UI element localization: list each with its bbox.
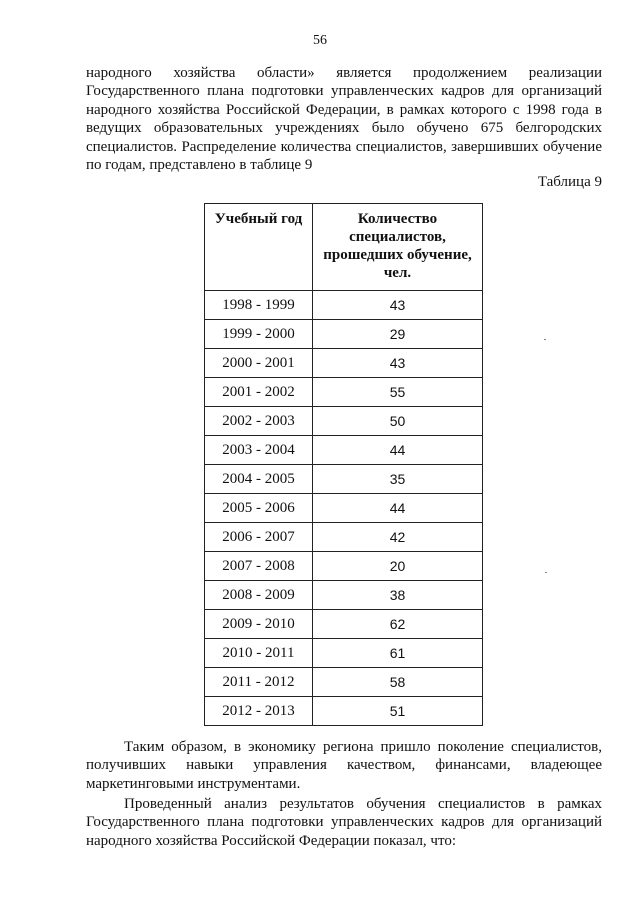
cell-academic-year: 2009 - 2010 <box>205 610 313 639</box>
table-row <box>205 291 483 320</box>
cell-academic-year: 2006 - 2007 <box>205 523 313 552</box>
cell-specialists-count: 20 <box>313 552 483 581</box>
table-row <box>205 378 483 407</box>
cell-specialists-count: 42 <box>313 523 483 552</box>
intro-paragraph: народного хозяйства области» является продолжением реализации Государственного плана подготовки управленческих кадров для организаций народного хозяйства Российской Федерации, в рамках которого с 1998 года в ведущих образовательных учреждениях было обучено 675 белгородских специалистов. Распределение количества специалистов, завершивших обучение по годам, представлено в таблице 9 <box>86 65 602 174</box>
specialists-table <box>204 203 483 726</box>
cell-specialists-count: 51 <box>313 697 483 726</box>
cell-academic-year: 2002 - 2003 <box>205 407 313 436</box>
table-row <box>205 465 483 494</box>
cell-academic-year: 2003 - 2004 <box>205 436 313 465</box>
cell-academic-year: 2005 - 2006 <box>205 494 313 523</box>
cell-specialists-count: 44 <box>313 436 483 465</box>
cell-academic-year: 2012 - 2013 <box>205 697 313 726</box>
cell-academic-year: 1998 - 1999 <box>205 291 313 320</box>
table-row <box>205 639 483 668</box>
table-header <box>205 204 483 291</box>
cell-specialists-count: 58 <box>313 668 483 697</box>
header-specialists-count: Количество специалистов, прошедших обучение, чел. <box>313 204 483 291</box>
cell-academic-year: 2007 - 2008 <box>205 552 313 581</box>
table-row <box>205 523 483 552</box>
cell-academic-year: 1999 - 2000 <box>205 320 313 349</box>
cell-specialists-count: 44 <box>313 494 483 523</box>
cell-academic-year: 2011 - 2012 <box>205 668 313 697</box>
scan-speck <box>544 339 546 340</box>
table-row <box>205 494 483 523</box>
cell-specialists-count: 43 <box>313 291 483 320</box>
cell-specialists-count: 38 <box>313 581 483 610</box>
cell-specialists-count: 35 <box>313 465 483 494</box>
scan-speck <box>545 572 547 573</box>
cell-specialists-count: 29 <box>313 320 483 349</box>
analysis-paragraph: Проведенный анализ результатов обучения специалистов в рамках Государственного плана подготовки управленческих кадров для организаций народного хозяйства Российской Федерации показал, что: <box>86 796 602 849</box>
table-row <box>205 610 483 639</box>
cell-specialists-count: 61 <box>313 639 483 668</box>
cell-academic-year: 2001 - 2002 <box>205 378 313 407</box>
table-row <box>205 407 483 436</box>
cell-specialists-count: 55 <box>313 378 483 407</box>
table-header-row <box>205 204 483 291</box>
table-row <box>205 581 483 610</box>
table-row <box>205 436 483 465</box>
cell-academic-year: 2008 - 2009 <box>205 581 313 610</box>
table-caption: Таблица 9 <box>537 174 602 190</box>
table-row <box>205 552 483 581</box>
header-academic-year: Учебный год <box>205 204 313 291</box>
cell-academic-year: 2004 - 2005 <box>205 465 313 494</box>
table-row <box>205 697 483 726</box>
table-row <box>205 349 483 378</box>
cell-specialists-count: 62 <box>313 610 483 639</box>
table-row <box>205 320 483 349</box>
cell-specialists-count: 50 <box>313 407 483 436</box>
cell-academic-year: 2010 - 2011 <box>205 639 313 668</box>
table-row <box>205 668 483 697</box>
conclusion-paragraph: Таким образом, в экономику региона пришло поколение специалистов, получивших навыки управления качеством, финансами, владеющее маркетинговыми инструментами. <box>86 739 602 792</box>
page-number: 56 <box>313 33 327 48</box>
cell-specialists-count: 43 <box>313 349 483 378</box>
table-body <box>205 291 483 726</box>
cell-academic-year: 2000 - 2001 <box>205 349 313 378</box>
